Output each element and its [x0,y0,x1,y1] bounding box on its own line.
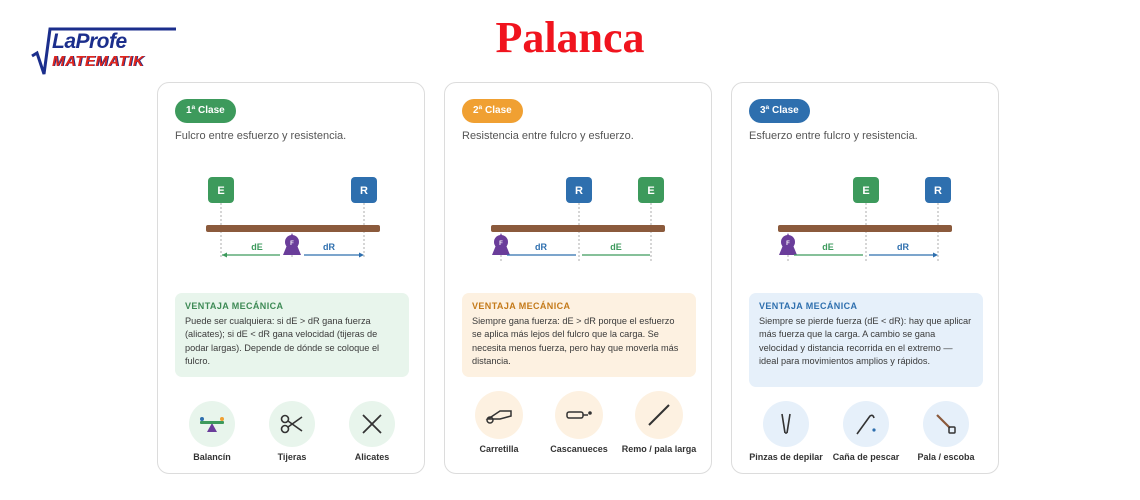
example-label: Cascanueces [550,444,608,454]
resistance-label: R [575,185,583,197]
example-item [744,401,828,463]
pliers-icon [349,401,395,447]
example-item [170,401,254,463]
example-label: Carretilla [479,444,519,454]
fishing-rod-icon [843,401,889,447]
example-item [250,401,334,463]
example-item [904,401,988,463]
broom-icon [923,401,969,447]
lever-bar [206,225,380,232]
info-text: Siempre gana fuerza: dE > dR porque el esfuerzo se aplica más lejos del fulcro que la carga. Se necesita menos fuerza, pero hay que moverla más distancia. [472,316,679,367]
example-item [457,391,541,455]
class-description: Esfuerzo entre fulcro y resistencia. [749,130,918,142]
class-description: Fulcro entre esfuerzo y resistencia. [175,130,347,142]
example-label: Caña de pescar [832,452,900,462]
example-label: Alicates [354,452,390,462]
lever-class-2-card [444,82,712,474]
info-text: Siempre se pierde fuerza (dE < dR): hay que aplicar más fuerza que la carga. A cambio se gana velocidad y distancia recorrida en el extremo — ideal para movimientos amplios y rápidos. [759,316,972,367]
logo-line1: LaProfe [52,30,127,53]
dR-label: dR [323,242,335,252]
info-title: VENTAJA MECÁNICA [185,301,284,311]
effort-label: E [647,185,655,197]
lever-class-3-card [731,82,999,474]
lever-bar [778,225,952,232]
oar-icon [635,391,683,439]
lever-diagram [158,163,426,273]
example-label: Pala / escoba [917,452,975,462]
wheelbarrow-icon [475,391,523,439]
class-badge: 2ª Clase [462,99,523,123]
example-item [537,391,621,455]
example-item [617,391,701,455]
scissors-icon [269,401,315,447]
class-badge: 3ª Clase [749,99,810,123]
lever-diagram [732,163,1000,273]
mechanical-advantage-box [175,293,409,377]
dR-label: dR [897,242,909,252]
nutcracker-icon [555,391,603,439]
class-description: Resistencia entre fulcro y esfuerzo. [462,130,634,142]
dE-label: dE [610,242,622,252]
dR-label: dR [535,242,547,252]
example-label: Pinzas de depilar [749,452,823,462]
example-item [330,401,414,463]
effort-label: E [217,185,225,197]
info-title: VENTAJA MECÁNICA [759,301,858,311]
dE-label: dE [251,242,263,252]
example-label: Tijeras [277,452,307,462]
class-badge: 1ª Clase [175,99,236,123]
lever-class-1-card [157,82,425,474]
lever-bar [491,225,665,232]
info-text: Puede ser cualquiera: si dE > dR gana fuerza (alicates); si dE < dR gana velocidad (tijeras de podar largas). Depende de dónde se coloque el fulcro. [185,316,380,367]
mechanical-advantage-box [749,293,983,387]
resistance-label: R [360,185,368,197]
fulcrum-label: F [290,241,294,247]
mechanical-advantage-box [462,293,696,377]
logo-line2: MATEMATIK [52,53,145,70]
seesaw-icon [189,401,235,447]
page-title: Palanca [495,13,645,62]
dE-label: dE [822,242,834,252]
example-label: Balancín [193,452,231,462]
effort-label: E [862,185,870,197]
example-item [824,401,908,463]
tweezers-icon [763,401,809,447]
info-title: VENTAJA MECÁNICA [472,301,571,311]
example-label: Remo / pala larga [621,444,697,454]
fulcrum-label: F [786,241,790,247]
resistance-label: R [934,185,942,197]
fulcrum-label: F [499,241,503,247]
lever-diagram [445,163,713,273]
